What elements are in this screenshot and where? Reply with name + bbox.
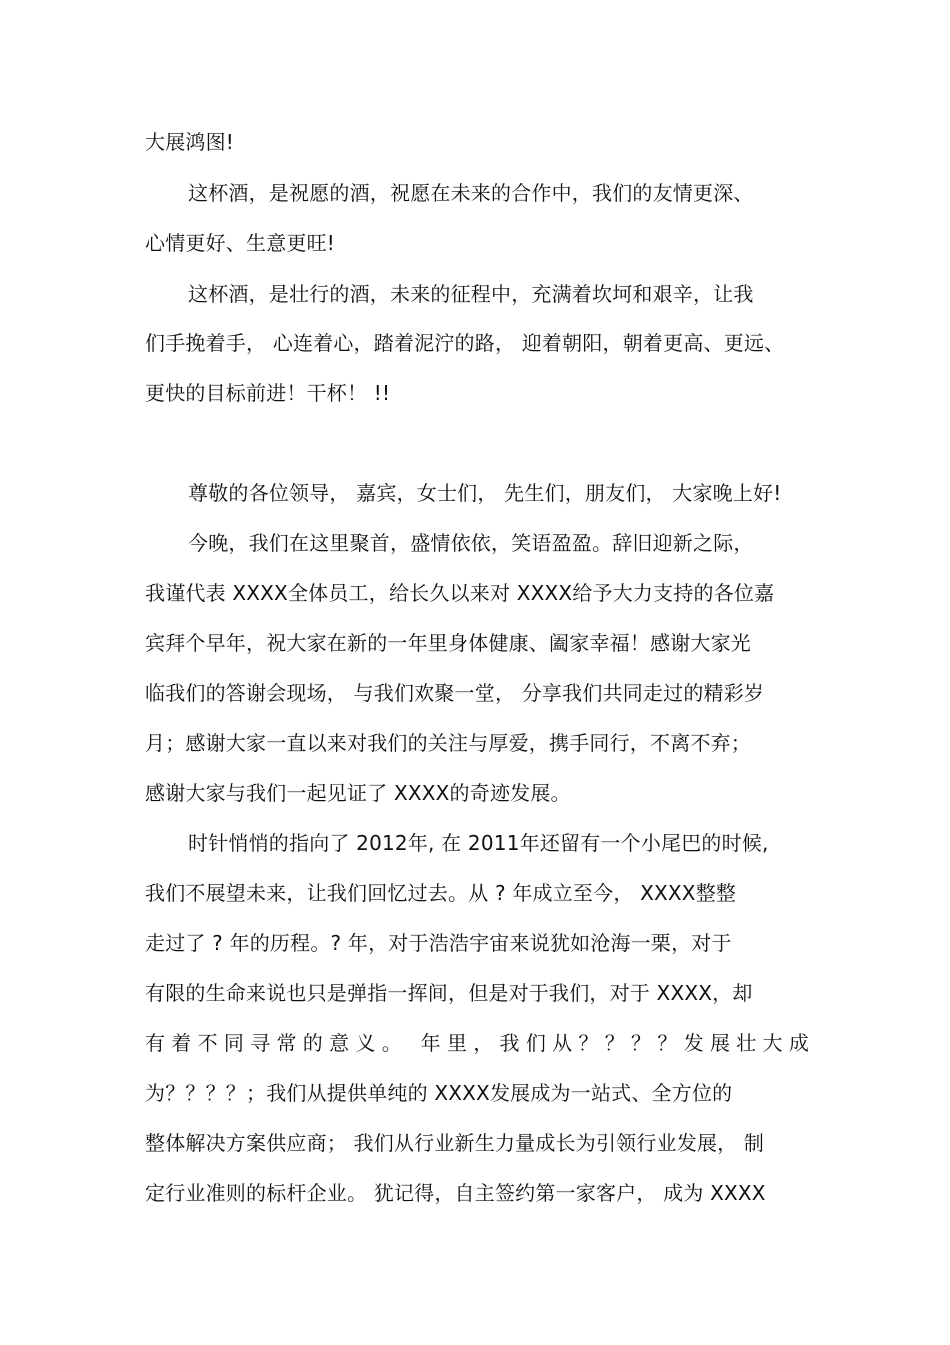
text-line: 感谢大家与我们一起见证了 XXXX的奇迹发展。: [145, 781, 571, 805]
text-line: 今晚，我们在这里聚首，盛情依依，笑语盈盈。辞旧迎新之际，: [188, 531, 754, 555]
text-line: 们手挽着手， 心连着心，踏着泥泞的路， 迎着朝阳，朝着更高、更远、: [145, 331, 785, 355]
text-line: 月；感谢大家一直以来对我们的关注与厚爱，携手同行，不离不弃；: [145, 731, 751, 755]
text-line: 有限的生命来说也只是弹指一挥间，但是对于我们，对于 XXXX，却: [145, 981, 753, 1005]
text-line: 临我们的答谢会现场， 与我们欢聚一堂， 分享我们共同走过的精彩岁: [145, 681, 765, 705]
text-line: 时针悄悄的指向了 2012年, 在 2011年还留有一个小尾巴的时候,: [188, 831, 769, 855]
text-line: 有着不同寻常的意义。 年里，我们从？？？？发展壮大成: [145, 1031, 816, 1055]
text-line: 整体解决方案供应商； 我们从行业新生力量成长为引领行业发展， 制: [145, 1131, 765, 1155]
text-line: 为？？？？；我们从提供单纯的 XXXX发展成为一站式、全方位的: [145, 1081, 733, 1105]
text-line: 心情更好、生意更旺!: [145, 231, 336, 255]
text-line: 宾拜个早年，祝大家在新的一年里身体健康、阖家幸福！感谢大家光: [145, 631, 751, 655]
text-line: 走过了 ? 年的历程。? 年，对于浩浩宇宙来说犹如沧海一栗，对于: [145, 931, 732, 955]
text-line: 这杯酒，是祝愿的酒，祝愿在未来的合作中，我们的友情更深、: [188, 181, 754, 205]
text-line: 定行业准则的标杆企业。 犹记得，自主签约第一家客户， 成为 XXXX: [145, 1181, 766, 1205]
text-line: 这杯酒，是壮行的酒，未来的征程中，充满着坎坷和艰辛，让我: [188, 282, 754, 306]
text-line: 更快的目标前进！干杯！ !!: [145, 381, 391, 405]
text-line: 尊敬的各位领导， 嘉宾，女士们， 先生们，朋友们， 大家晚上好!: [188, 481, 782, 505]
text-line: 大展鸿图!: [145, 130, 235, 154]
text-line: 我们不展望未来，让我们回忆过去。从 ? 年成立至今， XXXX整整: [145, 881, 737, 905]
text-line: 我谨代表 XXXX全体员工，给长久以来对 XXXX给予大力支持的各位嘉: [145, 581, 775, 605]
